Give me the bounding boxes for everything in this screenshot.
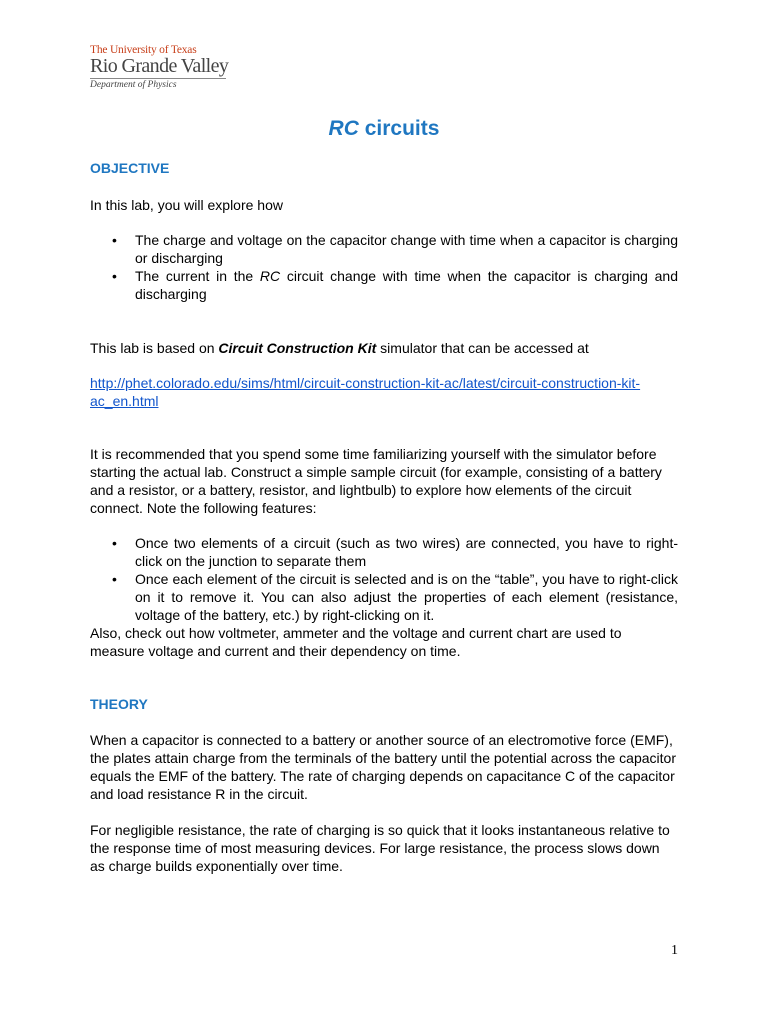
simulator-name: Circuit Construction Kit bbox=[218, 340, 377, 356]
theory-paragraph-2: For negligible resistance, the rate of charging is so quick that it looks instantaneous relative to the response time of most measuring devices. For large resistance, the process slows down as charge builds exponentially over time. bbox=[90, 822, 670, 874]
objective-heading: OBJECTIVE bbox=[90, 160, 170, 176]
bullet-dot: • bbox=[112, 268, 117, 284]
based-on-post: simulator that can be accessed at bbox=[376, 340, 589, 356]
bullet-dot: • bbox=[112, 232, 117, 248]
page-title-italic: RC bbox=[328, 117, 359, 140]
theory-heading: THEORY bbox=[90, 696, 148, 712]
link-paragraph bbox=[90, 374, 678, 410]
recommend-paragraph: It is recommended that you spend some time familiarizing yourself with the simulator before starting the actual lab. Construct a simple sample circuit (for example, consisting of a battery and a resistor, or a battery, resistor, and lightbulb) to explore how elements of the circuit connect. Note the following features: bbox=[90, 446, 662, 516]
list-item bbox=[90, 570, 678, 624]
logo-university-line: The University of Texas bbox=[90, 44, 197, 56]
bullet-text: Once each element of the circuit is selected and is on the “table”, you have to right-click on it to remove it. You can also adjust the properties of each element (resistance, voltage of the battery, etc.) by right-clicking on it. bbox=[135, 571, 678, 623]
bullet-dot: • bbox=[112, 571, 117, 587]
based-on-paragraph bbox=[90, 339, 678, 357]
bullet-text: Once two elements of a circuit (such as two wires) are connected, you have to right-click on the junction to separate them bbox=[135, 535, 678, 569]
bullet-text-post: circuit change with time when the capacitor is charging and discharging bbox=[135, 268, 678, 302]
page-title bbox=[0, 116, 768, 142]
objective-bullet-list bbox=[90, 231, 678, 303]
list-item bbox=[90, 267, 678, 303]
based-on-pre: This lab is based on bbox=[90, 340, 219, 356]
bullet-text: The charge and voltage on the capacitor change with time when a capacitor is charging or discharging bbox=[135, 232, 678, 266]
theory-paragraph-1: When a capacitor is connected to a battery or another source of an electromotive force (EMF), the plates attain charge from the terminals of the battery until the potential across the capacitor equals the EMF of the battery. The rate of charging depends on capacitance C of the capacitor and load resistance R in the circuit. bbox=[90, 732, 676, 802]
logo-department-line: Department of Physics bbox=[90, 80, 177, 90]
bullet-text-pre: The current in the bbox=[135, 268, 260, 284]
page-number: 1 bbox=[671, 943, 678, 958]
page-title-rest: circuits bbox=[358, 117, 440, 140]
university-logo bbox=[90, 44, 240, 91]
objective-intro: In this lab, you will explore how bbox=[90, 197, 283, 213]
logo-campus-line: Rio Grande Valley bbox=[90, 55, 229, 77]
bullet-text-italic: RC bbox=[259, 268, 281, 284]
list-item bbox=[90, 534, 678, 570]
list-item bbox=[90, 231, 678, 267]
logo-divider bbox=[90, 78, 226, 79]
also-paragraph: Also, check out how voltmeter, ammeter and the voltage and current chart are used to measure voltage and current and their dependency on time. bbox=[90, 625, 622, 659]
features-bullet-list bbox=[90, 534, 678, 624]
simulator-link[interactable]: http://phet.colorado.edu/sims/html/circuit-construction-kit-ac/latest/circuit-construction-kit-ac_en.html bbox=[90, 375, 641, 409]
bullet-dot: • bbox=[112, 535, 117, 551]
